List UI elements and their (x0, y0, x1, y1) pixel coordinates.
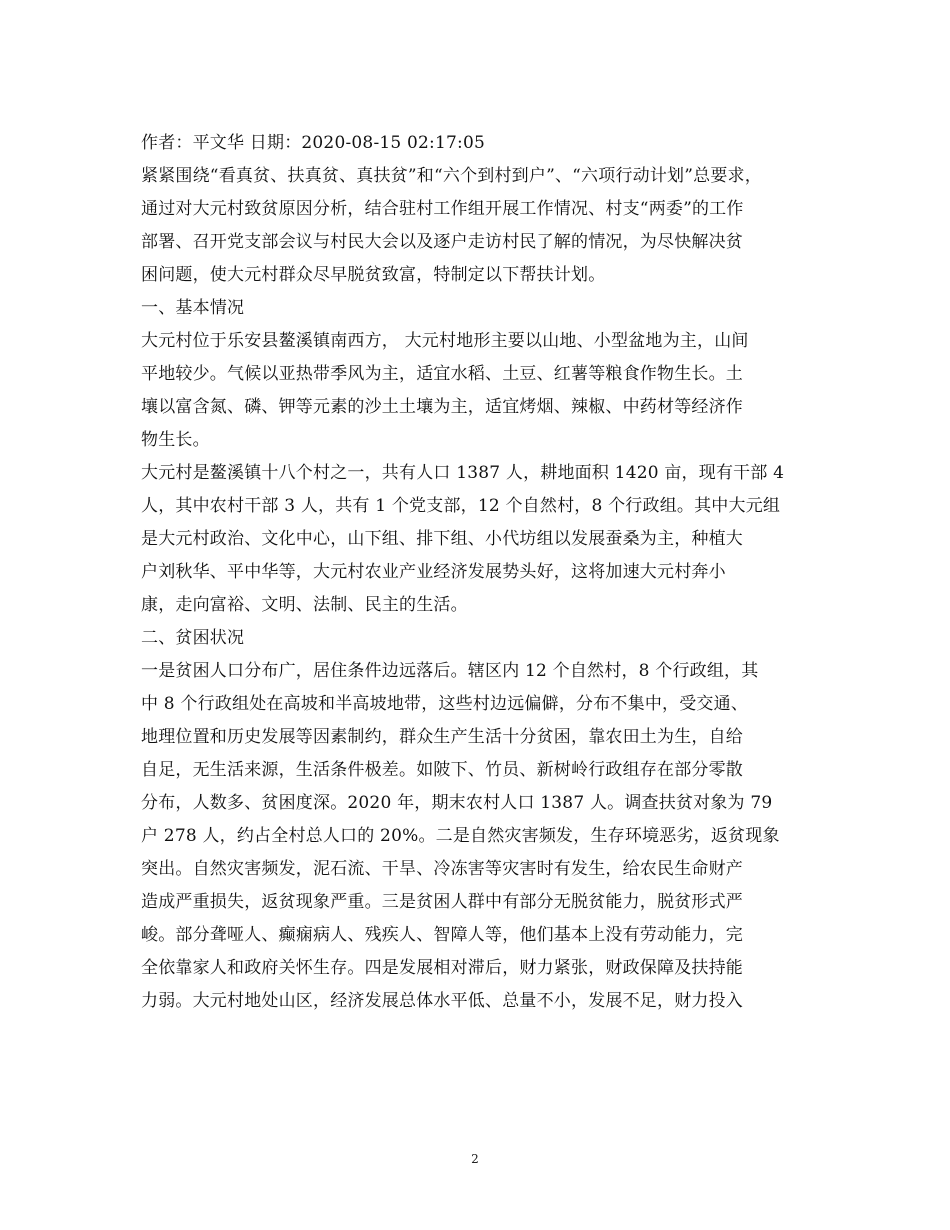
text-line: 峻。部分聋哑人、癫痫病人、残疾人、智障人等，他们基本上没有劳动能力，完 (141, 925, 743, 945)
text-line: 一是贫困人口分布广，居住条件边远落后。辖区内 12 个自然村，8 个行政组，其 (141, 661, 759, 681)
text-line: 康，走向富裕、文明、法制、民主的生活。 (141, 595, 468, 615)
text-line: 力弱。大元村地处山区，经济发展总体水平低、总量不小，发展不足，财力投入 (141, 991, 743, 1011)
author-date-line: 作者：平文华 日期：2020-08-15 02:17:05 (141, 133, 485, 153)
section-heading-basic: 一、基本情况 (141, 298, 245, 318)
document-page (141, 127, 809, 1018)
text-line: 户 278 人，约占全村总人口的 20%。二是自然灾害频发，生存环境恶劣，返贫现象 (141, 826, 780, 846)
text-line: 大元村位于乐安县鳌溪镇南西方， 大元村地形主要以山地、小型盆地为主，山间 (141, 331, 749, 351)
text-line: 通过对大元村致贫原因分析，结合驻村工作组开展工作情况、村支“两委”的工作 (141, 199, 744, 219)
text-line: 户刘秋华、平中华等，大元村农业产业经济发展势头好，这将加速大元村奔小 (141, 562, 726, 582)
text-line: 大元村是鳌溪镇十八个村之一，共有人口 1387 人，耕地面积 1420 亩，现有干部 4 (141, 463, 785, 483)
text-line: 物生长。 (141, 430, 210, 450)
text-line: 自足，无生活来源，生活条件极差。如陂下、竹员、新树岭行政组存在部分零散 (141, 760, 743, 780)
section-heading-poverty: 二、贫困状况 (141, 628, 245, 648)
text-line: 地理位置和历史发展等因素制约，群众生产生活十分贫困，靠农田土为生，自给 (141, 727, 743, 747)
text-line: 突出。自然灾害频发，泥石流、干旱、冷冻害等灾害时有发生，给农民生命财产 (141, 859, 743, 879)
text-line: 部署、召开党支部会议与村民大会以及逐户走访村民了解的情况，为尽快解决贫 (141, 232, 743, 252)
text-line: 困问题，使大元村群众尽早脱贫致富，特制定以下帮扶计划。 (141, 265, 606, 285)
text-line: 中 8 个行政组处在高坡和半高坡地带，这些村边远偏僻，分布不集中，受交通、 (141, 694, 749, 714)
text-line: 壤以富含氮、磷、钾等元素的沙土土壤为主，适宜烤烟、辣椒、中药材等经济作 (141, 397, 743, 417)
text-line: 人，其中农村干部 3 人，共有 1 个党支部，12 个自然村，8 个行政组。其中大元组 (141, 496, 781, 516)
text-line: 分布，人数多、贫困度深。2020 年，期末农村人口 1387 人。调查扶贫对象为 79 (141, 793, 773, 813)
text-line: 是大元村政治、文化中心，山下组、排下组、小代坊组以发展蚕桑为主，种植大 (141, 529, 743, 549)
page-number: 2 (471, 1152, 479, 1166)
text-line: 造成严重损失，返贫现象严重。三是贫困人群中有部分无脱贫能力，脱贫形式严 (141, 892, 743, 912)
text-line: 全依靠家人和政府关怀生存。四是发展相对滞后，财力紧张，财政保障及扶持能 (141, 958, 743, 978)
text-line: 紧紧围绕“看真贫、扶真贫、真扶贫”和“六个到村到户”、“六项行动计划”总要求， (141, 166, 762, 186)
text-line: 平地较少。气候以亚热带季风为主，适宜水稻、土豆、红薯等粮食作物生长。土 (141, 364, 743, 384)
body-text (141, 160, 809, 1018)
